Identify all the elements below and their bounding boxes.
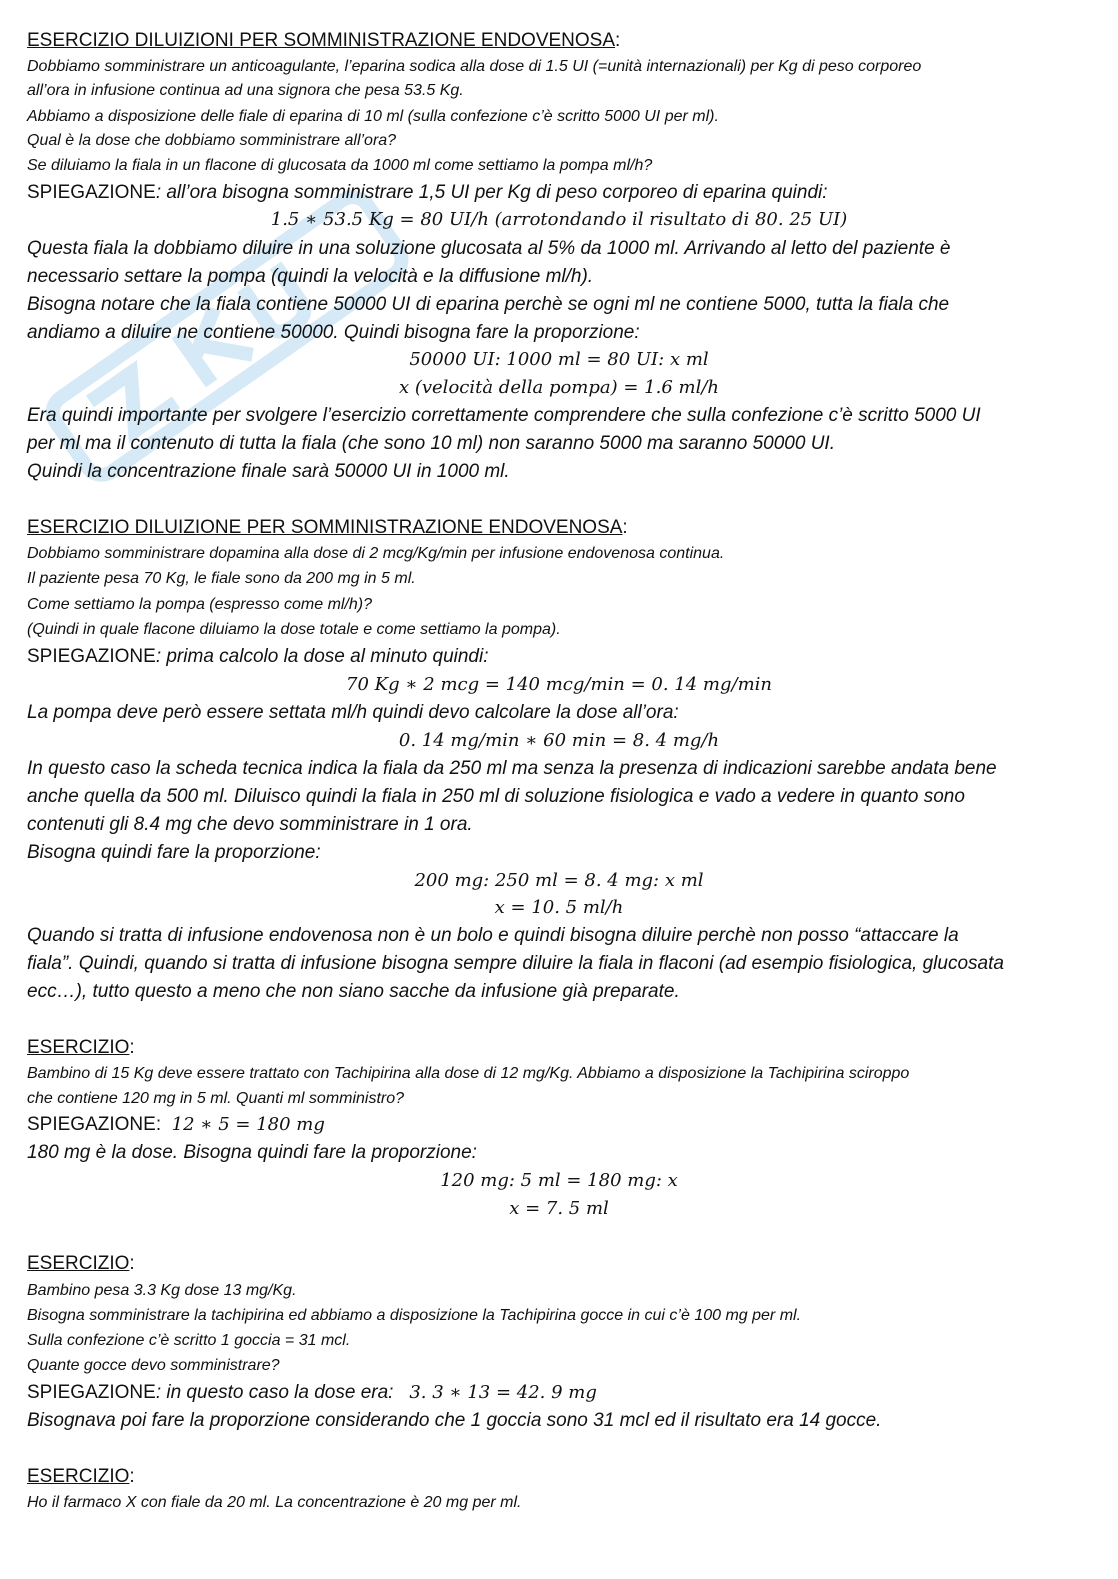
explanation-line: La pompa deve però essere settata ml/h quindi devo calcolare la dose all’ora:: [27, 702, 679, 723]
question-line: Bambino di 15 Kg deve essere trattato con Tachipirina alla dose di 12 mg/Kg. Abbiamo a disposizione la Tachipirina sciroppo: [27, 1065, 910, 1082]
explanation-line: Quando si tratta di infusione endovenosa non è un bolo e quindi bisogna diluire perchè non posso “attaccare la: [27, 925, 959, 946]
spiegazione-label: SPIEGAZIONE: [27, 646, 156, 667]
explanation-line: Bisogna quindi fare la proporzione:: [27, 842, 321, 863]
question-line: Qual è la dose che dobbiamo somministrare all’ora?: [27, 132, 397, 149]
explanation-line: Bisognava poi fare la proporzione considerando che 1 goccia sono 31 mcl ed il risultato era 14 gocce.: [27, 1410, 882, 1431]
exercise-4-heading: ESERCIZIO: [27, 1253, 130, 1274]
equation: 200 mg: 250 ml = 8. 4 mg: x ml: [414, 870, 704, 891]
equation: x = 10. 5 ml/h: [494, 897, 624, 918]
explanation-line: contenuti gli 8.4 mg che devo somministrare in 1 ora.: [27, 814, 473, 835]
exercise-2-heading-row: [27, 517, 628, 539]
heading-colon: :: [129, 1253, 135, 1274]
explanation-line: Questa fiala la dobbiamo diluire in una soluzione glucosata al 5% da 1000 ml. Arrivando al letto del paziente è: [27, 238, 951, 259]
equation: 1.5 ∗ 53.5 Kg = 80 UI/h (arrotondando il risultato di 80. 25 UI): [270, 209, 848, 230]
equation: 0. 14 mg/min ∗ 60 min = 8. 4 mg/h: [398, 730, 720, 751]
exercise-3-heading: ESERCIZIO: [27, 1037, 130, 1058]
heading-colon: :: [129, 1466, 135, 1487]
question-line: Dobbiamo somministrare dopamina alla dose di 2 mcg/Kg/min per infusione endovenosa continua.: [27, 545, 725, 562]
inline-equation: 3. 3 ∗ 13 = 42. 9 mg: [409, 1382, 597, 1403]
explanation-line: necessario settare la pompa (quindi la velocità e la diffusione ml/h).: [27, 266, 594, 287]
question-line: Come settiamo la pompa (espresso come ml/h)?: [27, 596, 373, 613]
equation: 120 mg: 5 ml = 180 mg: x: [440, 1170, 678, 1191]
explanation-line: andiamo a diluire ne contiene 50000. Quindi bisogna fare la proporzione:: [27, 322, 640, 343]
question-line: Quante gocce devo somministrare?: [27, 1357, 280, 1374]
question-line: Sulla confezione c’è scritto 1 goccia = 31 mcl.: [27, 1332, 351, 1349]
question-line: Bisogna somministrare la tachipirina ed abbiamo a disposizione la Tachipirina gocce in cui c’è 100 mg per ml.: [27, 1307, 802, 1324]
explanation-line: [27, 1114, 325, 1136]
exercise-4-heading-row: [27, 1253, 135, 1275]
equation: 50000 UI: 1000 ml = 80 UI: x ml: [409, 349, 709, 370]
explanation-line: Era quindi importante per svolgere l’esercizio correttamente comprendere che sulla confezione c’è scritto 5000 UI: [27, 405, 981, 426]
exercise-1-heading: ESERCIZIO DILUIZIONI PER SOMMINISTRAZIONE ENDOVENOSA: [27, 30, 616, 51]
explanation-line: [27, 646, 489, 668]
explanation-line: Quindi la concentrazione finale sarà 50000 UI in 1000 ml.: [27, 461, 510, 482]
question-line: (Quindi in quale flacone diluiamo la dose totale e come settiamo la pompa).: [27, 621, 561, 638]
exercise-2-heading: ESERCIZIO DILUIZIONE PER SOMMINISTRAZIONE ENDOVENOSA: [27, 517, 623, 538]
explanation-text: : in questo caso la dose era:: [155, 1382, 394, 1403]
explanation-line: [27, 182, 828, 204]
explanation-line: fiala”. Quindi, quando si tratta di infusione bisogna sempre diluire la fiala in flaconi (ad esempio fisiologica, glucosata: [27, 953, 1004, 974]
question-line: che contiene 120 mg in 5 ml. Quanti ml somministro?: [27, 1090, 405, 1107]
explanation-line: Bisogna notare che la fiala contiene 50000 UI di eparina perchè se ogni ml ne contiene 5000, tutta la fiala che: [27, 294, 950, 315]
exercise-1-heading-row: [27, 30, 620, 52]
spiegazione-label: SPIEGAZIONE: [27, 1114, 156, 1135]
question-line: Se diluiamo la fiala in un flacone di glucosata da 1000 ml come settiamo la pompa ml/h?: [27, 157, 653, 174]
exercise-5-heading: ESERCIZIO: [27, 1466, 130, 1487]
heading-colon: :: [129, 1037, 135, 1058]
question-line: Bambino pesa 3.3 Kg dose 13 mg/Kg.: [27, 1282, 297, 1299]
question-line: all’ora in infusione continua ad una signora che pesa 53.5 Kg.: [27, 82, 464, 99]
explanation-text: : prima calcolo la dose al minuto quindi:: [155, 646, 489, 667]
question-line: Abbiamo a disposizione delle fiale di eparina di 10 ml (sulla confezione c’è scritto 5000 UI per ml).: [27, 108, 719, 125]
question-line: Il paziente pesa 70 Kg, le fiale sono da 200 mg in 5 ml.: [27, 570, 416, 587]
explanation-line: [27, 1382, 597, 1404]
label-colon: :: [155, 1114, 162, 1135]
explanation-line: ecc…), tutto questo a meno che non siano sacche da infusione già preparate.: [27, 981, 680, 1002]
explanation-line: per ml ma il contenuto di tutta la fiala (che sono 10 ml) non saranno 5000 ma saranno 50000 UI.: [27, 433, 835, 454]
inline-equation: 12 ∗ 5 = 180 mg: [171, 1114, 325, 1135]
explanation-line: 180 mg è la dose. Bisogna quindi fare la proporzione:: [27, 1142, 477, 1163]
equation: x (velocità della pompa) = 1.6 ml/h: [398, 377, 720, 398]
explanation-line: anche quella da 500 ml. Diluisco quindi la fiala in 250 ml di soluzione fisiologica e vado a vedere in quanto sono: [27, 786, 965, 807]
spiegazione-label: SPIEGAZIONE: [27, 182, 156, 203]
spiegazione-label: SPIEGAZIONE: [27, 1382, 156, 1403]
equation: x = 7. 5 ml: [509, 1198, 609, 1219]
heading-colon: :: [615, 30, 621, 51]
exercise-5-heading-row: [27, 1466, 135, 1488]
question-line: Ho il farmaco X con fiale da 20 ml. La concentrazione è 20 mg per ml.: [27, 1494, 522, 1511]
explanation-line: In questo caso la scheda tecnica indica la fiala da 250 ml ma senza la presenza di indicazioni sarebbe andata bene: [27, 758, 997, 779]
question-line: Dobbiamo somministrare un anticoagulante, l’eparina sodica alla dose di 1.5 UI (=unità internazionali) per Kg di peso corporeo: [27, 58, 922, 75]
equation: 70 Kg ∗ 2 mcg = 140 mcg/min = 0. 14 mg/min: [346, 674, 772, 695]
heading-colon: :: [622, 517, 628, 538]
explanation-text: : all’ora bisogna somministrare 1,5 UI per Kg di peso corporeo di eparina quindi:: [155, 182, 828, 203]
exercise-3-heading-row: [27, 1037, 135, 1059]
